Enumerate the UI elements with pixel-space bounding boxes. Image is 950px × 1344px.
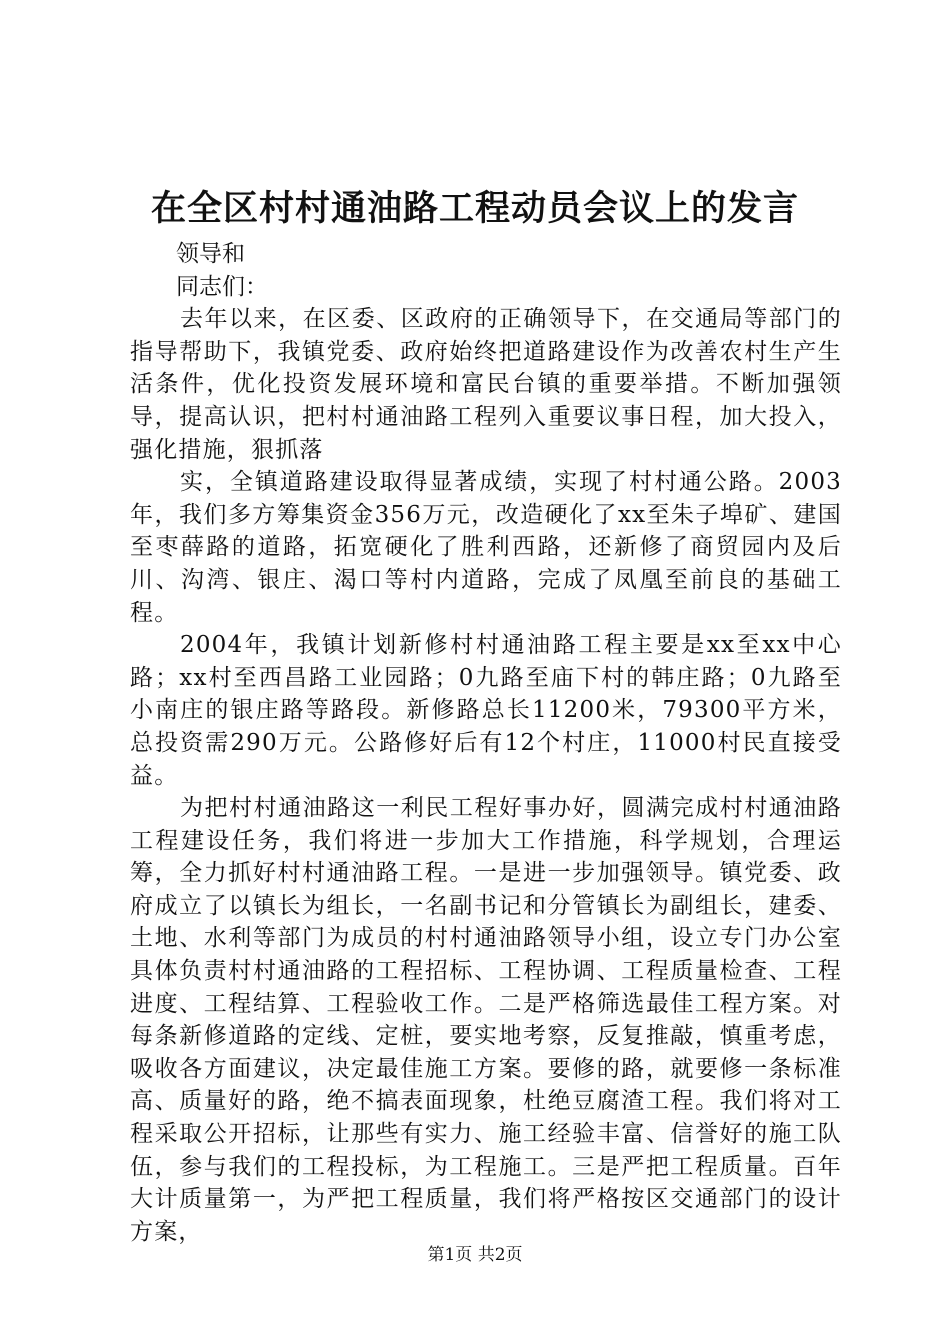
salutation-line: 同志们： bbox=[176, 273, 268, 300]
body-paragraph: 去年以来，在区委、区政府的正确领导下，在交通局等部门的指导帮助下，我镇党委、政府始终把道路建设作为改善农村生产生活条件，优化投资发展环境和富民台镇的重要举措。不断加强领导，提高认识，把村村通油路工程列入重要议事日程，加大投入，强化措施，狠抓落 bbox=[130, 306, 842, 463]
document-title: 在全区村村通油路工程动员会议上的发言 bbox=[150, 188, 799, 229]
salutation-line: 领导和 bbox=[176, 241, 245, 267]
page-number-footer: 第1页 共2页 bbox=[427, 1245, 523, 1265]
body-paragraph: 2004年，我镇计划新修村村通油路工程主要是xx至xx中心路；xx村至西昌路工业园路；0九路至庙下村的韩庄路；0九路至小南庄的银庄路等路段。新修路总长11200米，79300平方米，总投资需290万元。公路修好后有12个村庄，11000村民直接受益。 bbox=[130, 632, 842, 789]
body-paragraph: 为把村村通油路这一利民工程好事办好，圆满完成村村通油路工程建设任务，我们将进一步加大工作措施，科学规划，合理运筹，全力抓好村村通油路工程。一是进一步加强领导。镇党委、政府成立了以镇长为组长，一名副书记和分管镇长为副组长，建委、土地、水利等部门为成员的村村通油路领导小组，设立专门办公室具体负责村村通油路的工程招标、工程协调、工程质量检查、工程进度、工程结算、工程验收工作。二是严格筛选最佳工程方案。对每条新修道路的定线、定桩，要实地考察，反复推敲，慎重考虑，吸收各方面建议，决定最佳施工方案。要修的路，就要修一条标准高、质量好的路，绝不搞表面现象，杜绝豆腐渣工程。我们将对工程采取公开招标，让那些有实力、施工经验丰富、信誉好的施工队伍，参与我们的工程投标，为工程施工。三是严把工程质量。百年大计质量第一，为严把工程质量，我们将严格按区交通部门的设计方案， bbox=[130, 795, 842, 1245]
document-body bbox=[130, 238, 842, 1248]
body-paragraph: 实，全镇道路建设取得显著成绩，实现了村村通公路。2003年，我们多方筹集资金356万元，改造硬化了xx至朱子埠矿、建国至枣薛路的道路，拓宽硬化了胜利西路，还新修了商贸园内及后川、沟湾、银庄、渴口等村内道路，完成了凤凰至前良的基础工程。 bbox=[130, 469, 842, 626]
